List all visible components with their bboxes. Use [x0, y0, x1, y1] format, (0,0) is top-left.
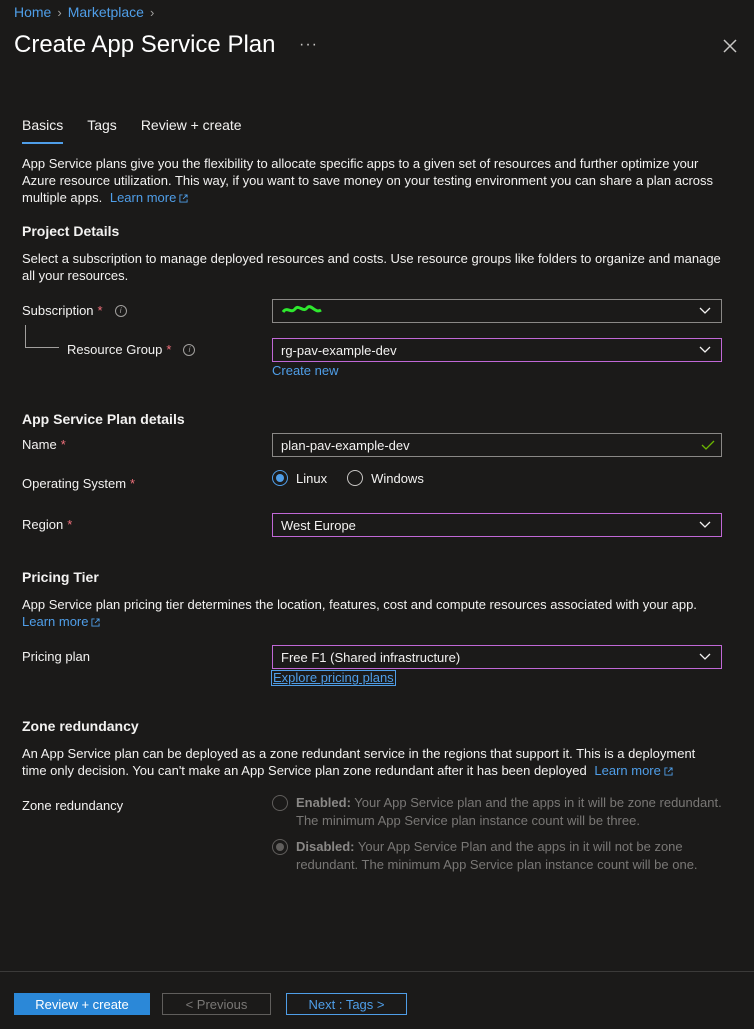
info-icon[interactable]: i [183, 344, 195, 356]
intro-description [22, 155, 722, 206]
breadcrumb-home[interactable]: Home [14, 4, 52, 20]
project-details-heading: Project Details [22, 223, 120, 239]
previous-button: < Previous [162, 993, 271, 1015]
os-windows-radio[interactable] [347, 470, 363, 486]
tab-bar [22, 117, 242, 141]
pricing-tier-heading: Pricing Tier [22, 569, 99, 585]
info-icon[interactable]: i [115, 305, 127, 317]
create-new-resource-group-link[interactable]: Create new [272, 363, 339, 378]
zone-learn-more-link[interactable]: Learn more [594, 763, 672, 778]
tab-review-create[interactable]: Review + create [140, 117, 242, 133]
pricing-plan-label: Pricing plan [22, 649, 90, 664]
intro-learn-more-link[interactable]: Learn more [110, 190, 188, 205]
subscription-label: Subscription * i [22, 303, 127, 318]
breadcrumb-marketplace[interactable]: Marketplace [67, 4, 144, 20]
tree-connector [25, 325, 59, 348]
project-details-description: Select a subscription to manage deployed resources and costs. Use resource groups like folders to organize and manage all your resources. [22, 251, 721, 283]
chevron-right-icon: › [57, 4, 62, 20]
zone-enabled-radio [272, 795, 288, 811]
tab-basics[interactable]: Basics [22, 117, 63, 141]
checkmark-icon [701, 440, 715, 450]
zone-redundancy-heading: Zone redundancy [22, 718, 139, 734]
more-options-button[interactable]: ··· [299, 36, 318, 53]
name-label: Name * [22, 437, 66, 452]
region-select[interactable]: West Europe [272, 513, 722, 537]
intro-text: App Service plans give you the flexibility to allocate specific apps to a given set of resources and further optimize your Azure resource utilization. This way, if you want to save money on your testing environment you can share a plan across multiple apps. [22, 156, 714, 205]
zone-redundancy-label: Zone redundancy [22, 798, 124, 813]
chevron-right-icon: › [149, 4, 155, 20]
resource-group-label: Resource Group * i [67, 342, 195, 357]
operating-system-label: Operating System * [22, 476, 136, 491]
breadcrumb [14, 4, 154, 20]
region-label: Region * [22, 517, 73, 532]
explore-pricing-plans-link[interactable]: Explore pricing plans [273, 670, 394, 685]
zone-disabled-text: Your App Service Plan and the apps in it will not be zone redundant. The minimum App Service plan instance count will be one. [296, 839, 698, 872]
pricing-learn-more-link[interactable]: Learn more [22, 614, 100, 629]
chevron-down-icon [699, 653, 711, 661]
zone-enabled-title: Enabled: [296, 795, 351, 810]
footer-divider [0, 971, 754, 972]
os-linux-radio[interactable] [272, 470, 288, 486]
os-windows-label[interactable]: Windows [371, 470, 424, 486]
redacted-subscription-scribble [281, 304, 325, 316]
page-title: Create App Service Plan [14, 31, 276, 58]
external-link-icon [664, 767, 673, 776]
zone-redundancy-description: An App Service plan can be deployed as a zone redundant service in the regions that support it. This is a deployment time only decision. You can't make an App Service plan zone redundant after it has been deployed Learn more [22, 746, 696, 778]
external-link-icon [91, 618, 100, 627]
zone-enabled-text: Your App Service plan and the apps in it will be zone redundant. The minimum App Service plan instance count will be three. [296, 795, 722, 828]
chevron-down-icon [699, 346, 711, 354]
subscription-select[interactable] [272, 299, 722, 323]
external-link-icon [179, 194, 188, 203]
pricing-tier-description: App Service plan pricing tier determines the location, features, cost and compute resources associated with your app. Learn more [22, 597, 697, 629]
close-icon[interactable] [718, 34, 742, 58]
zone-disabled-radio [272, 839, 288, 855]
os-linux-label[interactable]: Linux [296, 470, 328, 486]
next-tags-button[interactable]: Next : Tags > [286, 993, 407, 1015]
zone-disabled-option [272, 838, 722, 874]
chevron-down-icon [699, 307, 711, 315]
zone-disabled-title: Disabled: [296, 839, 355, 854]
pricing-plan-select[interactable]: Free F1 (Shared infrastructure) [272, 645, 722, 669]
operating-system-radio-group [272, 470, 424, 486]
chevron-down-icon [699, 521, 711, 529]
name-input[interactable]: plan-pav-example-dev [272, 433, 722, 457]
tab-tags[interactable]: Tags [87, 117, 117, 133]
zone-enabled-option [272, 794, 722, 830]
resource-group-select[interactable]: rg-pav-example-dev [272, 338, 722, 362]
plan-details-heading: App Service Plan details [22, 411, 185, 427]
review-create-button[interactable]: Review + create [14, 993, 150, 1015]
